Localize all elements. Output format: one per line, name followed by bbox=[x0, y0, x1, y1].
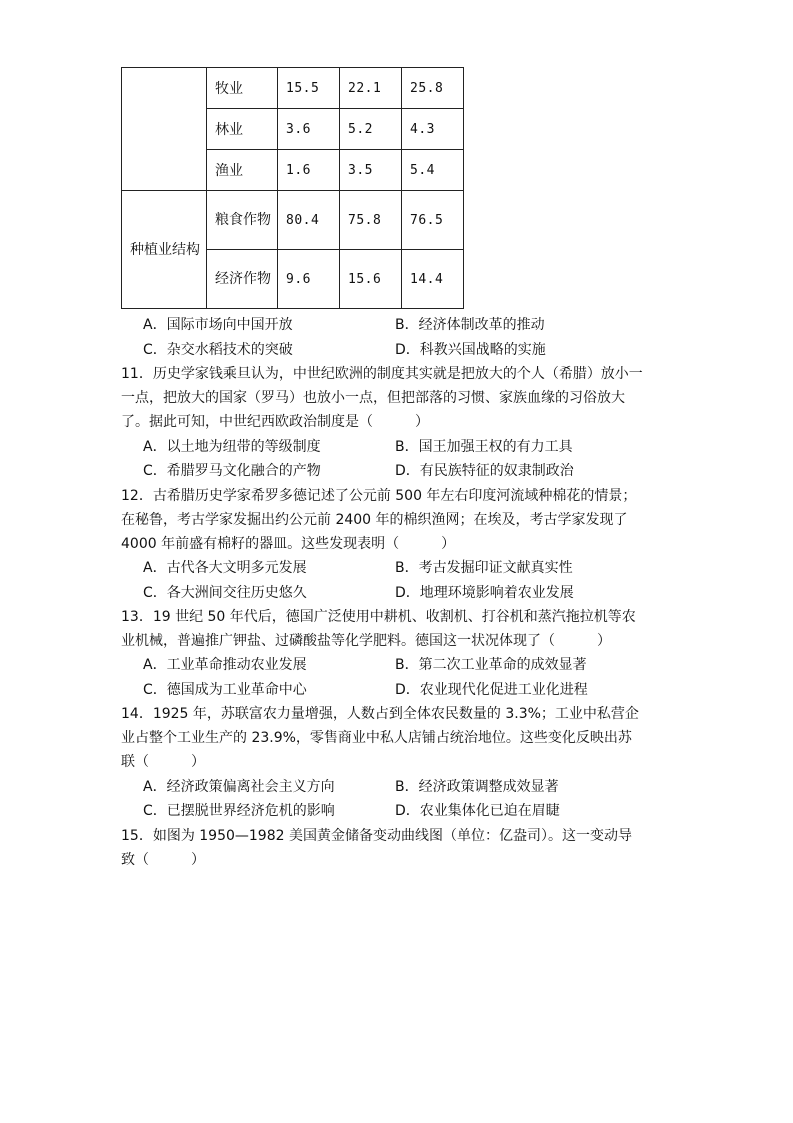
table-cell: 22.1 bbox=[340, 68, 402, 109]
q11-stem-line-2: 一点，把放大的国家（罗马）也放小一点，但把部落的习惯、家族血缘的习俗放大 bbox=[121, 390, 625, 406]
q11-options-row-1 bbox=[143, 435, 663, 459]
q13-option-a[interactable]: A．工业革命推动农业发展 bbox=[143, 657, 307, 673]
table-cell: 75.8 bbox=[340, 191, 402, 250]
q14-option-c[interactable]: C．已摆脱世界经济危机的影响 bbox=[143, 803, 335, 819]
table-cell: 3.6 bbox=[278, 109, 340, 150]
q10-option-b[interactable]: B．经济体制改革的推动 bbox=[395, 317, 545, 333]
q11-options-row-2 bbox=[143, 459, 663, 483]
table-cell: 林业 bbox=[207, 109, 278, 150]
q14-option-d[interactable]: D．农业集体化已迫在眉睫 bbox=[395, 803, 560, 819]
q12-stem-line-2: 在秘鲁，考古学家发掘出约公元前 2400 年的棉织渔网；在埃及，考古学家发现了 bbox=[121, 512, 628, 528]
q14-stem-line-1: 14．1925 年，苏联富农力量增强，人数占到全体农民数量的 3.3%；工业中私营企 bbox=[121, 706, 639, 722]
q13-option-c[interactable]: C．德国成为工业革命中心 bbox=[143, 682, 307, 698]
q11-stem-line-3: 了。据此可知，中世纪西欧政治制度是（ ） bbox=[121, 414, 429, 430]
q12-option-c[interactable]: C．各大洲间交往历史悠久 bbox=[143, 585, 307, 601]
q12-stem-line-1: 12．古希腊历史学家希罗多德记述了公元前 500 年左右印度河流域种棉花的情景； bbox=[121, 488, 637, 504]
table-cell: 粮食作物 bbox=[207, 191, 278, 250]
q10-options-row-2 bbox=[143, 338, 663, 362]
q10-option-a[interactable]: A．国际市场向中国开放 bbox=[143, 317, 293, 333]
table-cell: 渔业 bbox=[207, 150, 278, 191]
table-cell: 5.2 bbox=[340, 109, 402, 150]
q13-stem-line-2: 业机械，普遍推广钾盐、过磷酸盐等化学肥料。德国这一状况体现了（ ） bbox=[121, 633, 611, 649]
table-group-label: 种植业结构 bbox=[122, 191, 207, 309]
table-cell: 经济作物 bbox=[207, 250, 278, 309]
q12-stem-line-3: 4000 年前盛有棉籽的器皿。这些发现表明（ ） bbox=[121, 536, 456, 552]
table-cell: 15.5 bbox=[278, 68, 340, 109]
q15-stem-line-2: 致（ ） bbox=[121, 852, 205, 868]
q10-option-c[interactable]: C．杂交水稻技术的突破 bbox=[143, 342, 293, 358]
table-cell: 4.3 bbox=[402, 109, 464, 150]
table-cell: 1.6 bbox=[278, 150, 340, 191]
q14-option-a[interactable]: A．经济政策偏离社会主义方向 bbox=[143, 779, 335, 795]
table-cell: 14.4 bbox=[402, 250, 464, 309]
q12-options-row-2 bbox=[143, 581, 663, 605]
q11-option-d[interactable]: D．有民族特征的奴隶制政治 bbox=[395, 463, 574, 479]
q12-option-a[interactable]: A．古代各大文明多元发展 bbox=[143, 560, 307, 576]
q11-option-c[interactable]: C．希腊罗马文化融合的产物 bbox=[143, 463, 321, 479]
q10-option-d[interactable]: D．科教兴国战略的实施 bbox=[395, 342, 546, 358]
q10-options-row-1 bbox=[143, 313, 663, 337]
table-row bbox=[122, 68, 464, 109]
table-cell: 3.5 bbox=[340, 150, 402, 191]
q14-options-row-1 bbox=[143, 775, 663, 799]
table-cell: 80.4 bbox=[278, 191, 340, 250]
table-cell: 25.8 bbox=[402, 68, 464, 109]
q13-options-row-1 bbox=[143, 653, 663, 677]
q14-options-row-2 bbox=[143, 799, 663, 823]
q11-option-a[interactable]: A．以土地为纽带的等级制度 bbox=[143, 439, 321, 455]
table-cell: 76.5 bbox=[402, 191, 464, 250]
q13-options-row-2 bbox=[143, 678, 663, 702]
table-cell: 牧业 bbox=[207, 68, 278, 109]
table-cell: 15.6 bbox=[340, 250, 402, 309]
q13-option-d[interactable]: D．农业现代化促进工业化进程 bbox=[395, 682, 588, 698]
q14-stem-line-2: 业占整个工业生产的 23.9%，零售商业中私人店铺占统治地位。这些变化反映出苏 bbox=[121, 730, 632, 746]
q12-option-d[interactable]: D．地理环境影响着农业发展 bbox=[395, 585, 574, 601]
q12-option-b[interactable]: B．考古发掘印证文献真实性 bbox=[395, 560, 573, 576]
q15-stem-line-1: 15．如图为 1950—1982 美国黄金储备变动曲线图（单位：亿盎司）。这一变动导 bbox=[121, 828, 632, 844]
table-cell: 5.4 bbox=[402, 150, 464, 191]
q14-option-b[interactable]: B．经济政策调整成效显著 bbox=[395, 779, 559, 795]
q12-options-row-1 bbox=[143, 556, 663, 580]
q13-stem-line-1: 13．19 世纪 50 年代后，德国广泛使用中耕机、收割机、打谷机和蒸汽拖拉机等农 bbox=[121, 609, 636, 625]
table-group-cell-empty bbox=[122, 68, 207, 191]
table-cell: 9.6 bbox=[278, 250, 340, 309]
q11-option-b[interactable]: B．国王加强王权的有力工具 bbox=[395, 439, 573, 455]
q14-stem-line-3: 联（ ） bbox=[121, 754, 205, 770]
agriculture-structure-table bbox=[121, 67, 464, 309]
q11-stem-line-1: 11．历史学家钱乘旦认为，中世纪欧洲的制度其实就是把放大的个人（希腊）放小一 bbox=[121, 366, 643, 382]
table-row bbox=[122, 191, 464, 250]
q13-option-b[interactable]: B．第二次工业革命的成效显著 bbox=[395, 657, 587, 673]
